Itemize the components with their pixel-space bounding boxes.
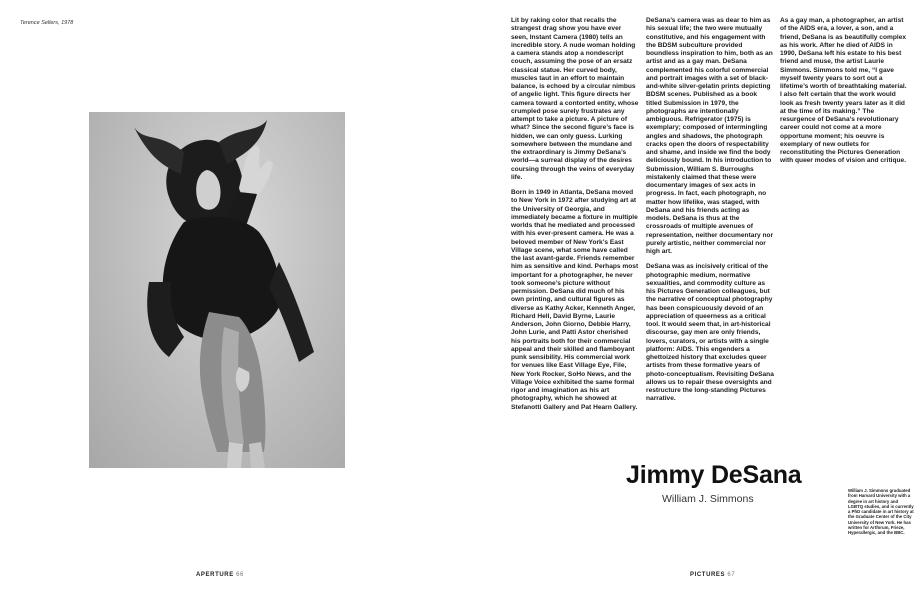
paragraph: Lit by raking color that recalls the strangest drag show you have ever seen, Instant Camera (1980) tells an incredible story. A nude woman holding a camera stands atop a nondescript couch, assuming the pose of an ersatz classical statue. Her curved body, muscles taut in an effort to maintain balance, is echoed by a circular nimbus of angelic light. This figure directs her camera toward a contorted entity, whose crumpled pose surely frustrates any attempt to take a picture. A picture of what? Since the second figure’s face is hidden, we can only guess. Lurking somewhere between the mundane and the extraordinary is Jimmy DeSana’s world—a surreal display of the desires coursing through the veins of everyday life. [511,17,639,181]
photo-caption: Terence Sellers, 1978 [20,20,74,26]
folio-right [690,572,735,578]
paragraph: As a gay man, a photographer, an artist of the AIDS era, a lover, a son, and a friend, DeSana is as beautifully complex as his work. After he died of AIDS in 1990, DeSana left his estate to his best friend and muse, the artist Laurie Simmons. Simmons told me, “I gave myself twenty years to sort out a lifetime’s worth of breathtaking material. I also felt certain that the work would look as fresh twenty years later as it did at the time of its making.” The resurgence of DeSana’s revolutionary career could not come at a more opportune moment; his oeuvre is exemplary of new outlets for reconstituting the Pictures Generation with queer modes of vision and critique. [780,17,907,165]
article-title: Jimmy DeSana [626,461,802,489]
portrait-photo-figure [89,112,345,468]
article-column-3 [780,17,910,173]
magazine-name: APERTURE [196,572,234,578]
article-column-2 [646,17,774,411]
folio-left [196,572,244,578]
paragraph: DeSana’s camera was as dear to him as his sexual life; the two were mutually constitutive, and his engagement with the BDSM subculture provided boundless inspiration to him, both as an artist and as a gay man. DeSana complemented his colorful commercial and portrait images with a set of black-and-white silver-gelatin prints depicting BDSM scenes. Published as a book titled Submission in 1979, the photographs are intentionally ambiguous. Refrigerator (1975) is exemplary; composed of intermingling angles and shadows, the photograph cracks open the doors of respectability and shame, and inside we find the body deliciously bound. In his introduction to Submission, William S. Burroughs mistakenly claimed that these were documentary images of sex acts in progress. In fact, each photograph, no matter how lifelike, was staged, with DeSana and his friends acting as models. DeSana is thus at the crossroads of multiple avenues of representation, neither documentary nor purely artistic, neither commercial nor high art. [646,17,774,255]
author-bio: William J. Simmons graduated from Harvard University with a degree in art history and LGBTQ studies, and is currently a PhD candidate in art history at the Graduate Center of the City University of New York. He has written for Artforum, Frieze, Hyperallergic, and the BBC. [848,488,914,536]
portrait-photo [89,112,345,468]
article-column-1 [511,17,639,419]
paragraph: DeSana was as incisively critical of the photographic medium, normative sexualities, and commodity culture as his Pictures Generation colleagues, but the narrative of conceptual photography has been conspicuously devoid of an appreciation of queerness as a critical tool. It would seem that, in art-historical discourse, gay men are only friends, lovers, curators, or artists with a single platform: AIDS. This engenders a ghettoized history that excludes queer artists from these formative years of photo-conceptualism. Revisiting DeSana allows us to repair these oversights and restructure the long-standing Pictures narrative. [646,263,774,403]
article-author: William J. Simmons [662,493,754,505]
paragraph: Born in 1949 in Atlanta, DeSana moved to New York in 1972 after studying art at the University of Georgia, and immediately became a fixture in multiple worlds that he mediated and processed with his ever-present camera. He was a beloved member of New York’s East Village scene, what some have called the last avant-garde. Friends remember him as sensitive and kind. Perhaps most important for a photographer, he never took someone’s picture without permission. DeSana did much of his own printing, and cultural figures as diverse as Kathy Acker, Kenneth Anger, Richard Hell, David Byrne, Laurie Anderson, John Giorno, Debbie Harry, John Lurie, and Patti Astor cherished his portraits both for their commercial appeal and their skilled and flamboyant punk sensibility. His commercial work for venues like East Village Eye, File, New York Rocker, SoHo News, and the Village Voice exhibited the same formal rigor and imagination as his art photography, which he showed at Stefanotti Gallery and Pat Hearn Gallery. [511,189,639,411]
section-name: PICTURES [690,572,726,578]
page-number: 66 [236,572,244,578]
page-number: 67 [727,572,736,578]
